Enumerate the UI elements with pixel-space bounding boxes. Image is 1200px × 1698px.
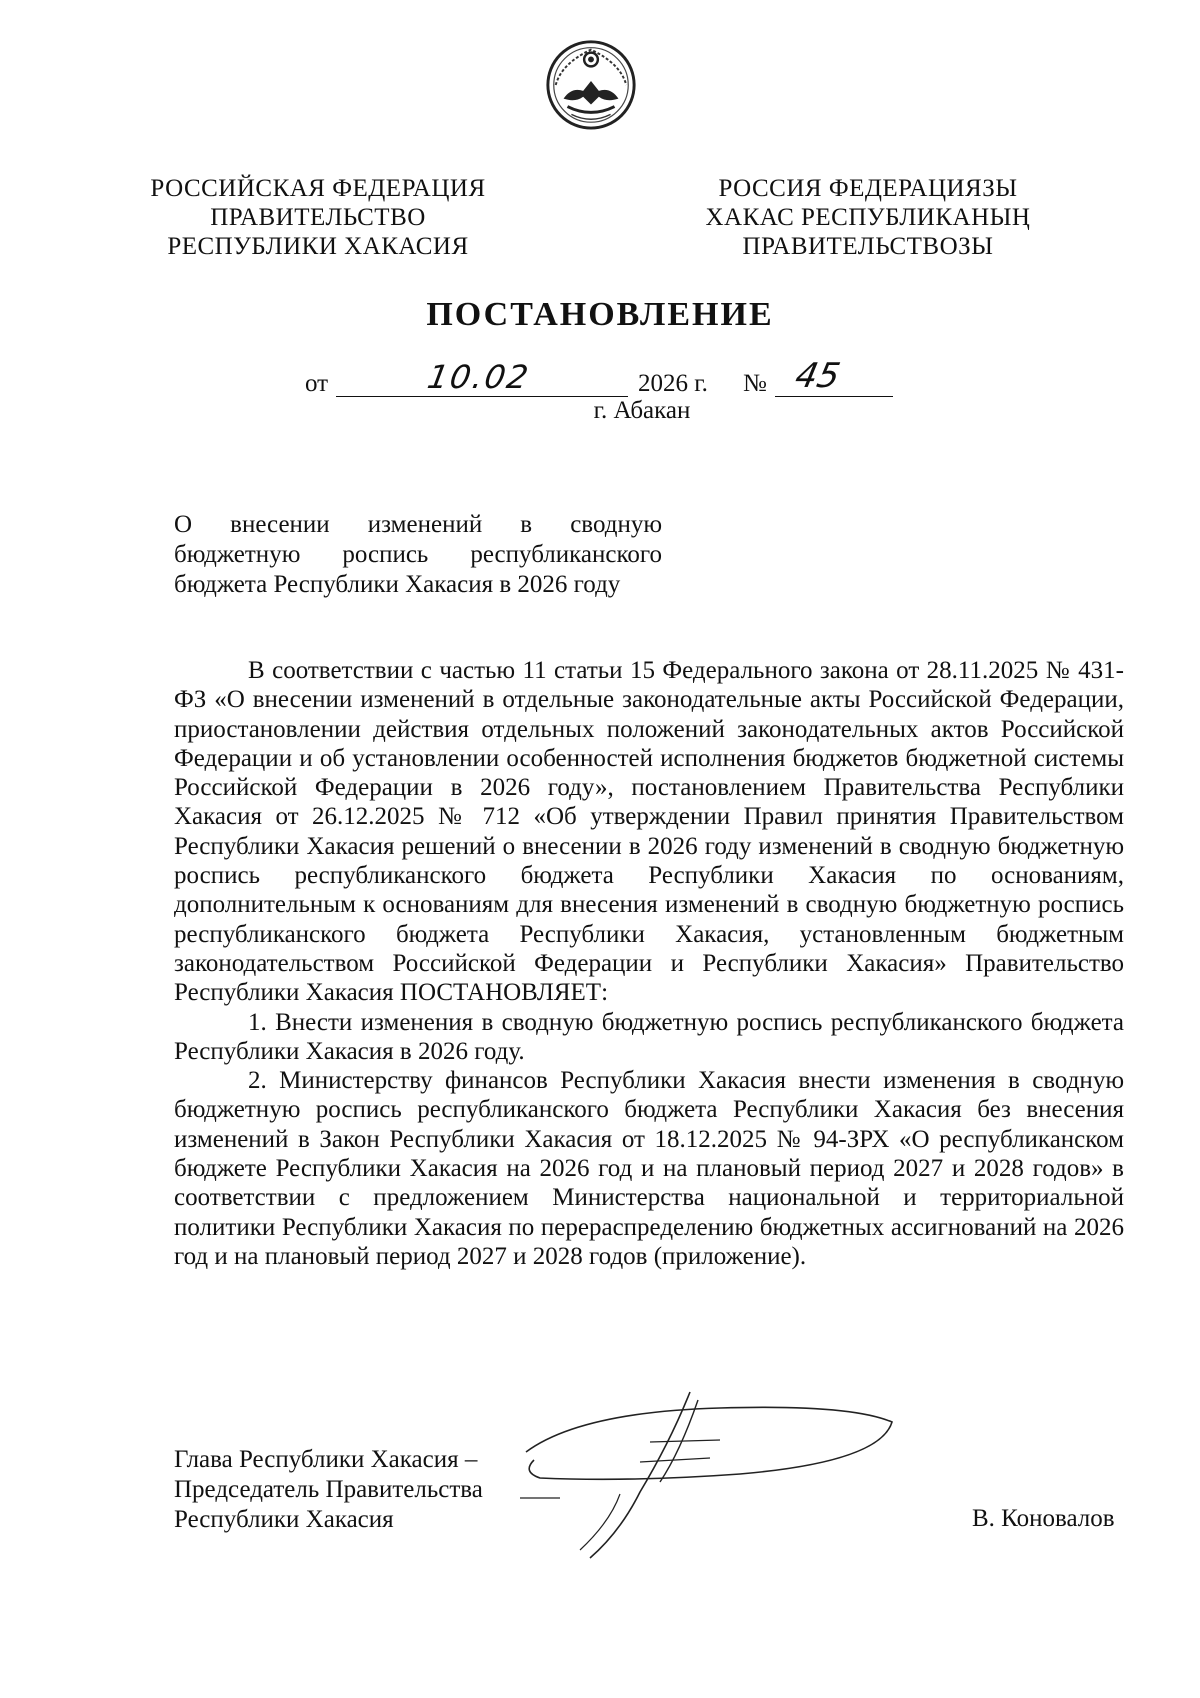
body-paragraph: 1. Внести изменения в сводную бюджетную роспись республиканского бюджета Республики Хакасия в 2026 году. <box>174 1008 1124 1065</box>
header-left-line: ПРАВИТЕЛЬСТВО <box>210 204 426 231</box>
signatory-name: В. Коновалов <box>972 1505 1115 1532</box>
header-right-line: ПРАВИТЕЛЬСТВОЗЫ <box>742 233 994 260</box>
header-left-line: РЕСПУБЛИКИ ХАКАСИЯ <box>167 233 469 260</box>
signatory-position-line: Республики Хакасия <box>174 1506 394 1533</box>
date-year: 2026 г. <box>638 370 708 397</box>
date-prefix: от <box>305 370 329 397</box>
document-subject <box>174 510 662 600</box>
signatory-position <box>174 1445 514 1535</box>
subject-line: бюджетную роспись республиканского <box>174 541 662 568</box>
header-right-block <box>682 174 1054 261</box>
number-sign: № <box>743 370 767 397</box>
subject-line: бюджета Республики Хакасия в 2026 году <box>174 571 621 598</box>
body-paragraph: В соответствии с частью 11 статьи 15 Федерального закона от 28.11.2025 № 431-ФЗ «О внесении изменений в отдельные законодательные акты Российской Федерации, приостановлении действия отдельных положений законодательных актов Российской Федерации и об установлении особенностей исполнения бюджетов бюджетной системы Российской Федерации в 2026 году», постановлением Правительства Республики Хакасия от 26.12.2025 № 712 «Об утверждении Правил принятия Правительством Республики Хакасия решений о внесении в 2026 году изменений в сводную бюджетную роспись республиканского бюджета Республики Хакасия по основаниям, дополнительным к основаниям для внесения изменений в сводную бюджетную роспись республиканского бюджета Республики Хакасия, установленным бюджетным законодательством Российской Федерации и Республики Хакасия» Правительство Республики Хакасия ПОСТАНОВЛЯЕТ: <box>174 657 1124 1007</box>
header-left-block <box>138 174 498 261</box>
handwritten-date: 10.02 <box>424 358 533 396</box>
handwritten-number: 45 <box>791 356 844 396</box>
header-right-line: РОССИЯ ФЕДЕРАЦИЯЗЫ <box>718 175 1018 202</box>
city-line: г. Абакан <box>593 397 691 424</box>
date-number-row <box>0 356 1200 402</box>
subject-line: О внесении изменений в сводную <box>174 511 662 538</box>
header-left-line: РОССИЙСКАЯ ФЕДЕРАЦИЯ <box>150 175 486 202</box>
signatory-position-line: Глава Республики Хакасия – <box>174 1446 478 1473</box>
document-title: ПОСТАНОВЛЕНИЕ <box>426 296 774 333</box>
header-right-line: ХАКАС РЕСПУБЛИКАНЫҢ <box>705 204 1031 231</box>
document-body <box>174 656 1124 1271</box>
handwritten-signature <box>520 1382 900 1562</box>
signatory-position-line: Председатель Правительства <box>174 1476 483 1503</box>
coat-of-arms-emblem <box>542 34 640 132</box>
body-paragraph: 2. Министерству финансов Республики Хакасия внести изменения в сводную бюджетную роспись республиканского бюджета Республики Хакасия без внесения изменений в Закон Республики Хакасия от 18.12.2025 № 94-ЗРХ «О республиканском бюджете Республики Хакасия на 2026 год и на плановый период 2027 и 2028 годов» в соответствии с предложением Министерства национальной и территориальной политики Республики Хакасия по перераспределению бюджетных ассигнований на 2026 год и на плановый период 2027 и 2028 годов (приложение). <box>174 1067 1124 1270</box>
